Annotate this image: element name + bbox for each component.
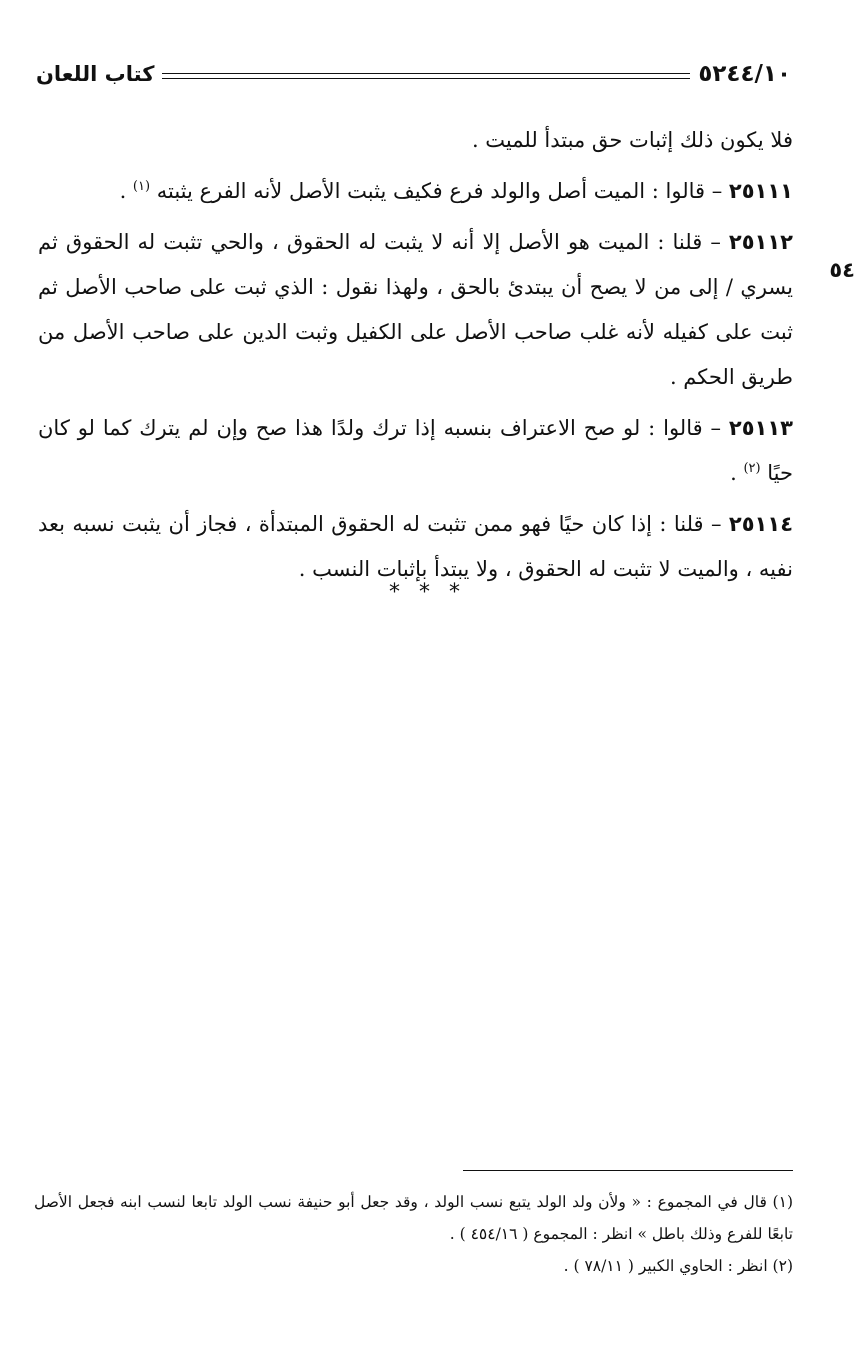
- main-text: [38, 118, 793, 592]
- paragraph: [38, 169, 793, 214]
- paragraph-number: ٢٥١١٣: [728, 416, 793, 440]
- footnotes: [34, 1186, 793, 1282]
- paragraph-number: ٢٥١١٤: [728, 512, 794, 536]
- paragraph: [38, 502, 793, 592]
- paragraph: [38, 220, 793, 400]
- footnote-ref: (٢): [743, 461, 761, 476]
- paragraph-tail: .: [119, 179, 133, 203]
- paragraph-text: – قالوا : الميت أصل والولد فرع فكيف يثبت الأصل لأنه الفرع يثبته: [156, 179, 723, 203]
- footnote-ref: (١): [132, 179, 151, 194]
- book-title: كتاب اللعان: [36, 62, 155, 86]
- page-number: ٥٢٤٤/١٠: [698, 61, 791, 87]
- paragraph-text: – قالوا : لو صح الاعتراف بنسبه إذا ترك ولدًا هذا صح وإن لم يترك كما لو كان حيًا: [38, 416, 793, 485]
- paragraph-number: ٢٥١١١: [728, 179, 793, 203]
- margin-page-mark: ٥٤: [829, 258, 855, 282]
- paragraph-text: فلا يكون ذلك إثبات حق مبتدأ للميت .: [471, 128, 793, 152]
- paragraph: [38, 406, 793, 496]
- paragraph: [38, 118, 793, 163]
- section-separator: * * *: [389, 580, 466, 605]
- paragraph-text: – قلنا : الميت هو الأصل إلا أنه لا يثبت له الحقوق ، والحي تثبت له الحقوق ثم يسري / إلى من لا يصح أن يبتدئ بالحق ، ولهذا نقول : الذي ثبت على صاحب الأصل ثم ثبت على كفيله لأنه غلب صاحب الأصل على الكفيل وثبت الدين على صاحب الأصل من طريق الحكم .: [38, 230, 793, 389]
- paragraph-tail: .: [730, 461, 744, 485]
- page-header: [36, 56, 791, 92]
- paragraph-number: ٢٥١١٢: [728, 230, 793, 254]
- header-rule: [162, 73, 690, 79]
- footnote-rule: [463, 1170, 793, 1171]
- paragraph-text: – قلنا : إذا كان حيًا فهو ممن تثبت له الحقوق المبتدأة ، فجاز أن يثبت نسبه بعد نفيه ، والميت لا تثبت له الحقوق ، ولا يبتدأ بإثبات النسب .: [38, 512, 793, 581]
- footnote: (٢) انظر : الحاوي الكبير ( ٧٨/١١ ) .: [563, 1257, 793, 1275]
- footnote: (١) قال في المجموع : « ولأن ولد الولد يتبع نسب الولد ، وقد جعل أبو حنيفة نسب الولد تابعا لنسب ابنه فجعل الأصل تابعًا للفرع وذلك باطل » انظر : المجموع ( ٤٥٤/١٦ ) .: [34, 1193, 793, 1243]
